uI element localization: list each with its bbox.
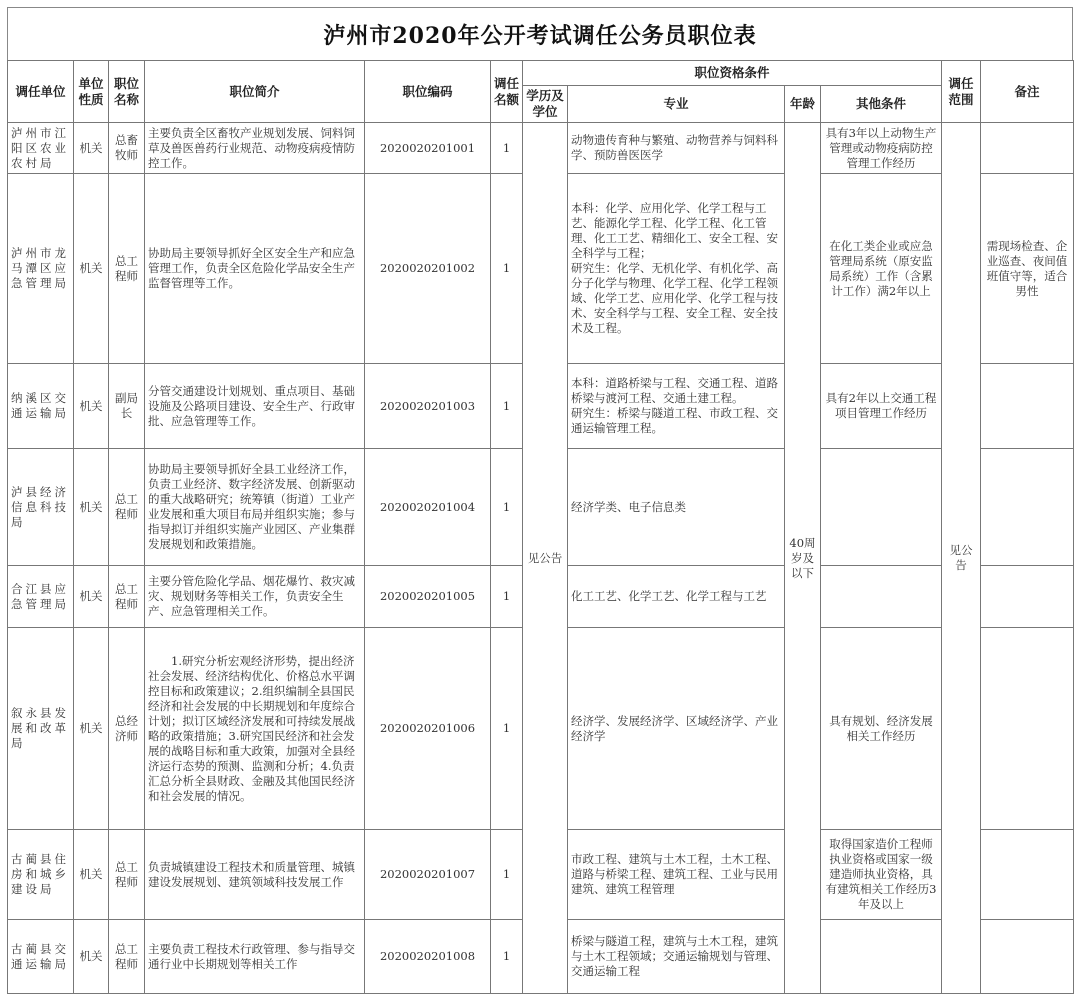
quota-cell: 1 — [491, 364, 523, 449]
unit-cell: 古蔺县住房和城乡建设局 — [8, 830, 74, 920]
title-box — [7, 7, 1073, 60]
position-cell: 总工程师 — [109, 449, 145, 566]
page-title: 泸州市2020年公开考试调任公务员职位表 — [323, 22, 757, 49]
header-education: 学历及学位 — [523, 86, 568, 123]
position-table — [7, 60, 1074, 994]
other-cell: 取得国家造价工程师执业资格或国家一级建造师执业资格，具有建筑相关工作经历3年及以上 — [821, 830, 942, 920]
intro-cell: 主要分管危险化学品、烟花爆竹、救灾减灾、规划财务等相关工作，负责安全生产、应急管理相关工作。 — [145, 566, 365, 628]
quota-cell: 1 — [491, 566, 523, 628]
major-cell: 本科：道路桥梁与工程、交通工程、道路桥梁与渡河工程、交通土建工程。 研究生：桥梁与隧道工程、市政工程、交通运输管理工程。 — [568, 364, 785, 449]
remarks-cell: 需现场检查、企业巡查、夜间值班值守等，适合男性 — [981, 174, 1074, 364]
scope-cell: 见公告 — [942, 123, 981, 994]
remarks-cell — [981, 449, 1074, 566]
remarks-cell — [981, 123, 1074, 174]
quota-cell: 1 — [491, 449, 523, 566]
header-unit: 调任单位 — [8, 61, 74, 123]
other-cell — [821, 566, 942, 628]
intro-cell: 主要负责全区畜牧产业规划发展、饲料饲草及兽医兽药行业规范、动物疫病疫情防控工作。 — [145, 123, 365, 174]
remarks-cell — [981, 920, 1074, 994]
intro-cell: 主要负责工程技术行政管理、参与指导交通行业中长期规划等相关工作 — [145, 920, 365, 994]
header-remarks: 备注 — [981, 61, 1074, 123]
other-cell: 在化工类企业或应急管理局系统（原安监局系统）工作（含累计工作）满2年以上 — [821, 174, 942, 364]
unit-cell: 古蔺县交通运输局 — [8, 920, 74, 994]
position-cell: 总工程师 — [109, 566, 145, 628]
header-scope: 调任范围 — [942, 61, 981, 123]
unit-cell: 泸州市江阳区农业农村局 — [8, 123, 74, 174]
major-cell: 经济学类、电子信息类 — [568, 449, 785, 566]
nature-cell: 机关 — [74, 123, 109, 174]
position-cell: 副局长 — [109, 364, 145, 449]
nature-cell: 机关 — [74, 920, 109, 994]
code-cell: 2020020201006 — [365, 628, 491, 830]
quota-cell: 1 — [491, 628, 523, 830]
header-code: 职位编码 — [365, 61, 491, 123]
quota-cell: 1 — [491, 174, 523, 364]
other-cell: 具有规划、经济发展相关工作经历 — [821, 628, 942, 830]
code-cell: 2020020201002 — [365, 174, 491, 364]
intro-cell: 协助局主要领导抓好全县工业经济工作，负责工业经济、数字经济发展、创新驱动的重大战略研究；统筹镇（街道）工业产业发展和重大项目布局并组织实施；参与指导拟订并组织实施产业园区、产业集群发展规划和政策措施。 — [145, 449, 365, 566]
code-cell: 2020020201001 — [365, 123, 491, 174]
unit-cell: 泸县经济信息科技局 — [8, 449, 74, 566]
unit-cell: 合江县应急管理局 — [8, 566, 74, 628]
unit-cell: 叙永县发展和改革局 — [8, 628, 74, 830]
header-other: 其他条件 — [821, 86, 942, 123]
position-cell: 总工程师 — [109, 174, 145, 364]
header-age: 年龄 — [785, 86, 821, 123]
code-cell: 2020020201005 — [365, 566, 491, 628]
nature-cell: 机关 — [74, 364, 109, 449]
nature-cell: 机关 — [74, 174, 109, 364]
nature-cell: 机关 — [74, 566, 109, 628]
other-cell — [821, 449, 942, 566]
other-cell: 具有3年以上动物生产管理或动物疫病防控管理工作经历 — [821, 123, 942, 174]
major-cell: 桥梁与隧道工程，建筑与土木工程，建筑与土木工程领域；交通运输规划与管理、交通运输工程 — [568, 920, 785, 994]
table-body — [8, 123, 1074, 994]
table-row — [8, 123, 1074, 174]
header-qualifications: 职位资格条件 — [523, 61, 942, 86]
position-cell: 总工程师 — [109, 830, 145, 920]
intro-cell: 1.研究分析宏观经济形势，提出经济社会发展、经济结构优化、价格总水平调控目标和政策建议；2.组织编制全县国民经济和社会发展的中长期规划和年度综合计划；拟订区域经济发展和可持续发展战略的政策措施；3.研究国民经济和社会发展的战略目标和重大政策，加强对全县经济运行态势的预测、监测和分析；4.负责汇总分析全县财政、金融及其他国民经济和社会发展的情况。 — [145, 628, 365, 830]
major-cell: 经济学、发展经济学、区域经济学、产业经济学 — [568, 628, 785, 830]
intro-cell: 协助局主要领导抓好全区安全生产和应急管理工作，负责全区危险化学品安全生产监督管理等工作。 — [145, 174, 365, 364]
major-cell: 化工工艺、化学工艺、化学工程与工艺 — [568, 566, 785, 628]
major-cell: 本科：化学、应用化学、化学工程与工艺、能源化学工程、化学工程、化工管理、化工工艺、精细化工、安全工程、安全科学与工程； 研究生：化学、无机化学、有机化学、高分子化学与物理、化学工程、化学工程领域、化学工艺、应用化学、化学工程与技术、安全科学与工程、安全工程、安全技术及工程。 — [568, 174, 785, 364]
quota-cell: 1 — [491, 830, 523, 920]
intro-cell: 负责城镇建设工程技术和质量管理、城镇建设发展规划、建筑领域科技发展工作 — [145, 830, 365, 920]
header-intro: 职位简介 — [145, 61, 365, 123]
code-cell: 2020020201008 — [365, 920, 491, 994]
quota-cell: 1 — [491, 920, 523, 994]
position-cell: 总畜牧师 — [109, 123, 145, 174]
remarks-cell — [981, 830, 1074, 920]
header-position-name: 职位名称 — [109, 61, 145, 123]
nature-cell: 机关 — [74, 830, 109, 920]
other-cell: 具有2年以上交通工程项目管理工作经历 — [821, 364, 942, 449]
nature-cell: 机关 — [74, 628, 109, 830]
code-cell: 2020020201003 — [365, 364, 491, 449]
major-cell: 动物遗传育种与繁殖、动物营养与饲料科学、预防兽医医学 — [568, 123, 785, 174]
unit-cell: 泸州市龙马潭区应急管理局 — [8, 174, 74, 364]
position-cell: 总经济师 — [109, 628, 145, 830]
education-cell: 见公告 — [523, 123, 568, 994]
remarks-cell — [981, 628, 1074, 830]
code-cell: 2020020201007 — [365, 830, 491, 920]
position-cell: 总工程师 — [109, 920, 145, 994]
other-cell — [821, 920, 942, 994]
remarks-cell — [981, 566, 1074, 628]
remarks-cell — [981, 364, 1074, 449]
age-cell: 40周岁及以下 — [785, 123, 821, 994]
header-major: 专业 — [568, 86, 785, 123]
major-cell: 市政工程、建筑与土木工程，土木工程、道路与桥梁工程、建筑工程、工业与民用建筑、建筑工程管理 — [568, 830, 785, 920]
header-quota: 调任名额 — [491, 61, 523, 123]
code-cell: 2020020201004 — [365, 449, 491, 566]
header-nature: 单位性质 — [74, 61, 109, 123]
nature-cell: 机关 — [74, 449, 109, 566]
quota-cell: 1 — [491, 123, 523, 174]
unit-cell: 纳溪区交通运输局 — [8, 364, 74, 449]
intro-cell: 分管交通建设计划规划、重点项目、基础设施及公路项目建设、安全生产、行政审批、应急管理等工作。 — [145, 364, 365, 449]
